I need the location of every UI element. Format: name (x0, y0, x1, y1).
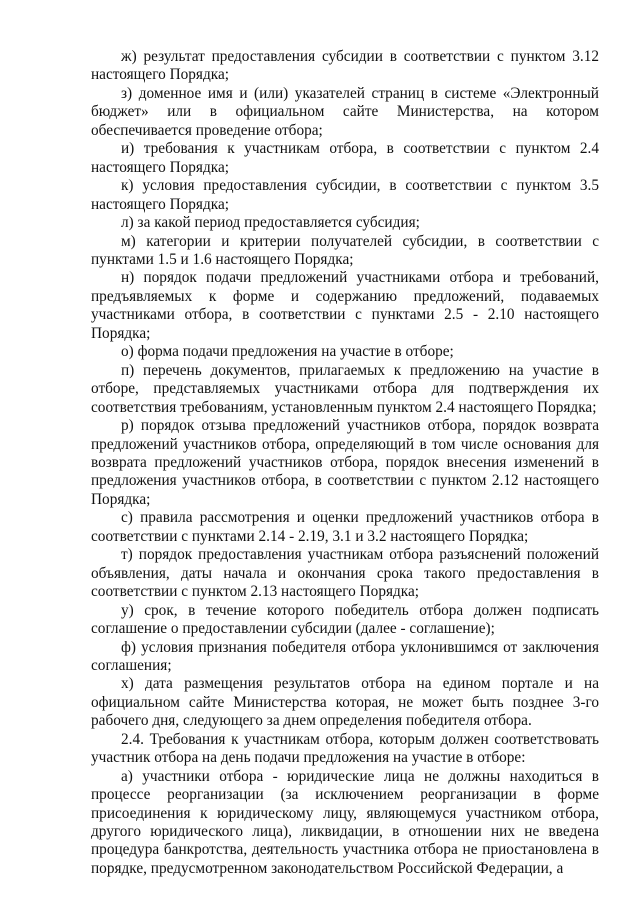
paragraph-r: р) порядок отзыва предложений участников отбора, порядок возврата предложений участников отбора, определяющий в том числе основания для возврата предложений участников отбора, порядок внесения изменений в предложения участников отбора, в соответствии с пунктом 2.12 настоящего Порядка; (91, 417, 599, 508)
paragraph-s: с) правила рассмотрения и оценки предложений участников отбора в соответствии с пунктами 2.14 - 2.19, 3.1 и 3.2 настоящего Порядка; (91, 509, 599, 545)
paragraph-u: у) срок, в течение которого победитель отбора должен подписать соглашение о предоставлении субсидии (далее - соглашение); (91, 601, 599, 638)
section-2-4-heading: 2.4. Требования к участникам отбора, которым должен соответствовать участник отбора на день подачи предложения на участие в отборе: (91, 730, 599, 767)
paragraph-z: з) доменное имя и (или) указателей страниц в системе «Электронный бюджет» или в официальном сайте Министерства, на котором обеспечивается проведение отбора; (91, 84, 599, 139)
document-page (91, 48, 599, 878)
paragraph-l: л) за какой период предоставляется субсидия; (121, 214, 420, 232)
paragraph-k: к) условия предоставления субсидии, в соответствии с пунктом 3.5 настоящего Порядка; (91, 177, 599, 213)
paragraph-kh: х) дата размещения результатов отбора на едином портале и на официальном сайте Министерства которая, не может быть позднее 3-го рабочего дня, следующего за днем определения победителя отбора. (91, 675, 599, 730)
paragraph-t: т) порядок предоставления участникам отбора разъяснений положений объявления, даты начала и окончания срока такого предоставления в соответствии с пунктом 2.13 настоящего Порядка; (91, 546, 599, 601)
paragraph-o: о) форма подачи предложения на участие в отборе; (121, 343, 454, 361)
paragraph-i: и) требования к участникам отбора, в соответствии с пунктом 2.4 настоящего Порядка; (91, 140, 599, 176)
paragraph-p: п) перечень документов, прилагаемых к предложению на участие в отборе, представляемых участниками отбора для подтверждения их соответствия требованиям, установленным пунктом 2.4 настоящего Порядка; (91, 361, 599, 416)
paragraph-zh: ж) результат предоставления субсидии в соответствии с пунктом 3.12 настоящего Порядка; (91, 48, 599, 84)
paragraph-f: ф) условия признания победителя отбора уклонившимся от заключения соглашения; (91, 638, 599, 674)
paragraph-m: м) категории и критерии получателей субсидии, в соответствии с пунктами 1.5 и 1.6 настоящего Порядка; (91, 232, 599, 268)
paragraph-n: н) порядок подачи предложений участниками отбора и требований, предъявляемых к форме и содержанию предложений, подаваемых участниками отбора, в соответствии с пунктами 2.5 - 2.10 настоящего Порядка; (91, 269, 599, 342)
paragraph-a: а) участники отбора - юридические лица не должны находиться в процессе реорганизации (за исключением реорганизации в форме присоединения к юридическому лицу, являющемуся участником отбора, другого юридического лица), ликвидации, в отношении них не введена процедура банкротства, деятельность участника отбора не приостановлена в порядке, предусмотренном законодательством Российской Федерации, а (91, 767, 599, 877)
